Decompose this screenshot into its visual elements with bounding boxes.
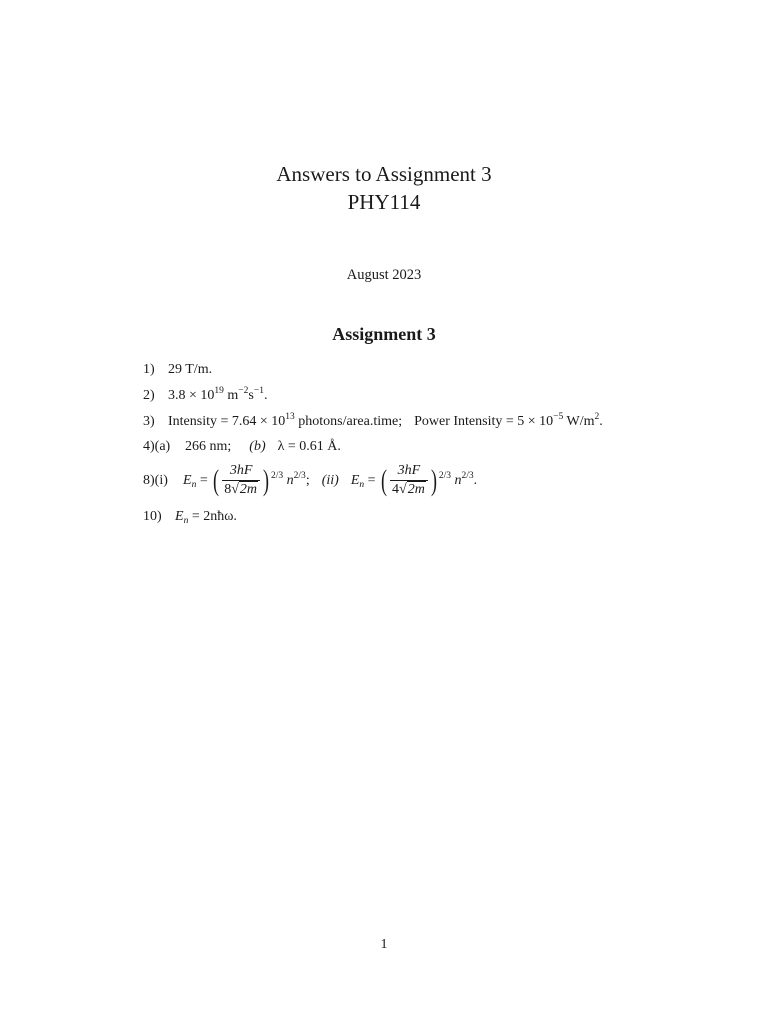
- exponent: 2/3: [293, 471, 306, 481]
- exponent: −1: [253, 386, 264, 396]
- radicand: 2m: [407, 482, 425, 498]
- equals: =: [364, 473, 380, 488]
- answer-4: [143, 437, 341, 457]
- exponent: −5: [553, 412, 564, 422]
- subscript-n: n: [183, 516, 189, 526]
- fraction: [390, 462, 428, 499]
- exponent: 2/3: [461, 471, 474, 481]
- section-title: Assignment 3: [332, 324, 436, 344]
- unit: m: [223, 388, 239, 403]
- exponent: 13: [285, 412, 295, 422]
- page-title: Answers to Assignment 3: [276, 162, 492, 186]
- denominator: [222, 481, 260, 499]
- answer-label: 8)(i): [143, 473, 168, 488]
- left-paren: (: [213, 463, 220, 497]
- subscript-n: n: [359, 480, 365, 490]
- answer-part-b: λ = 0.61 Å.: [277, 439, 341, 454]
- period: .: [263, 388, 268, 403]
- exponent: 2: [594, 412, 600, 422]
- numerator: 3hF: [222, 462, 260, 481]
- exponent: 2/3: [438, 471, 451, 481]
- answer-text: 29 T/m.: [168, 362, 213, 377]
- answer-rhs: = 2nħω.: [188, 509, 237, 524]
- exponent: −2: [238, 386, 249, 396]
- sqrt: √2m: [399, 482, 425, 498]
- course-code: PHY114: [347, 190, 421, 214]
- power-intensity-text: Power Intensity = 5 × 10: [414, 414, 554, 429]
- left-paren: (: [381, 463, 388, 497]
- intensity-unit: photons/area.time;: [294, 414, 403, 429]
- subscript-n: n: [191, 480, 197, 490]
- intensity-text: Intensity = 7.64 × 10: [168, 414, 286, 429]
- sqrt: √2m: [231, 482, 258, 498]
- part-ii-label: (ii): [321, 473, 339, 488]
- answer-8: [143, 459, 477, 503]
- denominator: [390, 481, 428, 499]
- coefficient: 8: [224, 482, 232, 498]
- date: August 2023: [346, 267, 422, 283]
- right-paren: ): [263, 463, 270, 497]
- answer-label: 1): [143, 362, 155, 377]
- answer-label: 2): [143, 388, 155, 403]
- power-unit: W/m: [563, 414, 595, 429]
- answer-10: [143, 507, 237, 527]
- answer-3: [143, 412, 603, 432]
- n-symbol: n: [286, 473, 294, 488]
- part-b-label: (b): [249, 439, 266, 454]
- exponent: 2/3: [271, 471, 284, 481]
- answer-label: 4)(a): [143, 439, 171, 454]
- equals: =: [196, 473, 212, 488]
- answer-label: 3): [143, 414, 155, 429]
- energy-symbol: E: [183, 473, 192, 488]
- separator: ;: [305, 473, 310, 488]
- answer-2: [143, 386, 267, 406]
- exponent: 19: [214, 386, 224, 396]
- fraction: [222, 462, 260, 499]
- unit: s: [248, 388, 254, 403]
- coefficient: 4: [392, 482, 400, 498]
- period: .: [599, 414, 603, 429]
- answer-label: 10): [143, 509, 162, 524]
- right-paren: ): [430, 463, 437, 497]
- radicand: 2m: [239, 482, 258, 498]
- numerator: 3hF: [390, 462, 428, 481]
- answer-mantissa: 3.8 × 10: [168, 388, 215, 403]
- answer-1: [143, 360, 212, 380]
- page-number: 1: [380, 937, 388, 952]
- energy-symbol: E: [175, 509, 184, 524]
- answer-part-a: 266 nm;: [185, 439, 232, 454]
- n-symbol: n: [454, 473, 462, 488]
- energy-symbol: E: [350, 473, 360, 488]
- period: .: [473, 473, 478, 488]
